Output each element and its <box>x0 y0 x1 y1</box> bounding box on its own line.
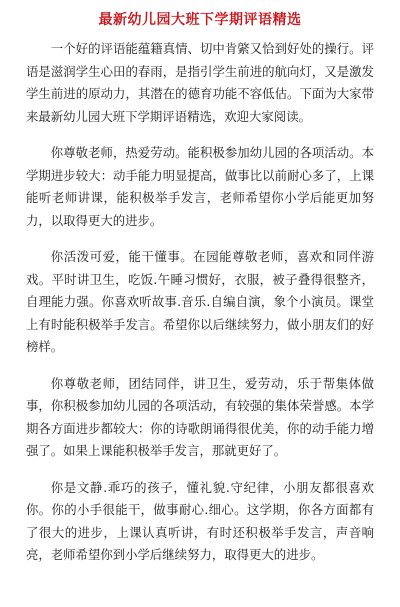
comment-paragraph-2: 你活泼可爱，能干懂事。在园能尊敬老师，喜欢和同伴游戏。平时讲卫生，吃饭.午睡习惯好，衣服，被子叠得很整齐，自理能力强。你喜欢听故事.音乐.自编自演，象个小演员。课堂上有时能积极举手发言。希望你以后继续努力，做小朋友们的好榜样。 <box>26 249 374 354</box>
intro-paragraph: 一个好的评语能蕴籍真情、切中肯綮又恰到好处的操行。评语是滋润学生心田的春雨，是指引学生前进的航向灯，又是激发学生前进的原动力，其潜在的德育功能不容低估。下面为大家带来最新幼儿园大班下学期评语精选，欢迎大家阅读。 <box>26 41 374 124</box>
comment-paragraph-3: 你尊敬老师，团结同伴，讲卫生，爱劳动，乐于帮集体做事，你积极参加幼儿园的各项活动，有较强的集体荣誉感。本学期各方面进步都较大：你的诗歌朗诵得很优美，你的动手能力增强了。如果上课能积极举手发言，那就更好了。 <box>26 375 374 458</box>
comment-paragraph-4: 你是文静.乖巧的孩子，懂礼貌.守纪律，小朋友都很喜欢你。你的小手很能干，做事耐心.细心。这学期，你各方面都有了很大的进步，上课认真听讲，有时还积极举手发言，声音响亮，老师希望你到小学后继续努力，取得更大的进步。 <box>26 479 374 562</box>
comment-paragraph-1: 你尊敬老师，热爱劳动。能积极参加幼儿园的各项活动。本学期进步较大：动手能力明显提高，做事比以前耐心多了，上课能听老师讲课，能积极举手发言，老师希望你小学后能更加努力，以取得更大的进步。 <box>26 145 374 228</box>
document-title: 最新幼儿园大班下学期评语精选 <box>98 12 302 28</box>
